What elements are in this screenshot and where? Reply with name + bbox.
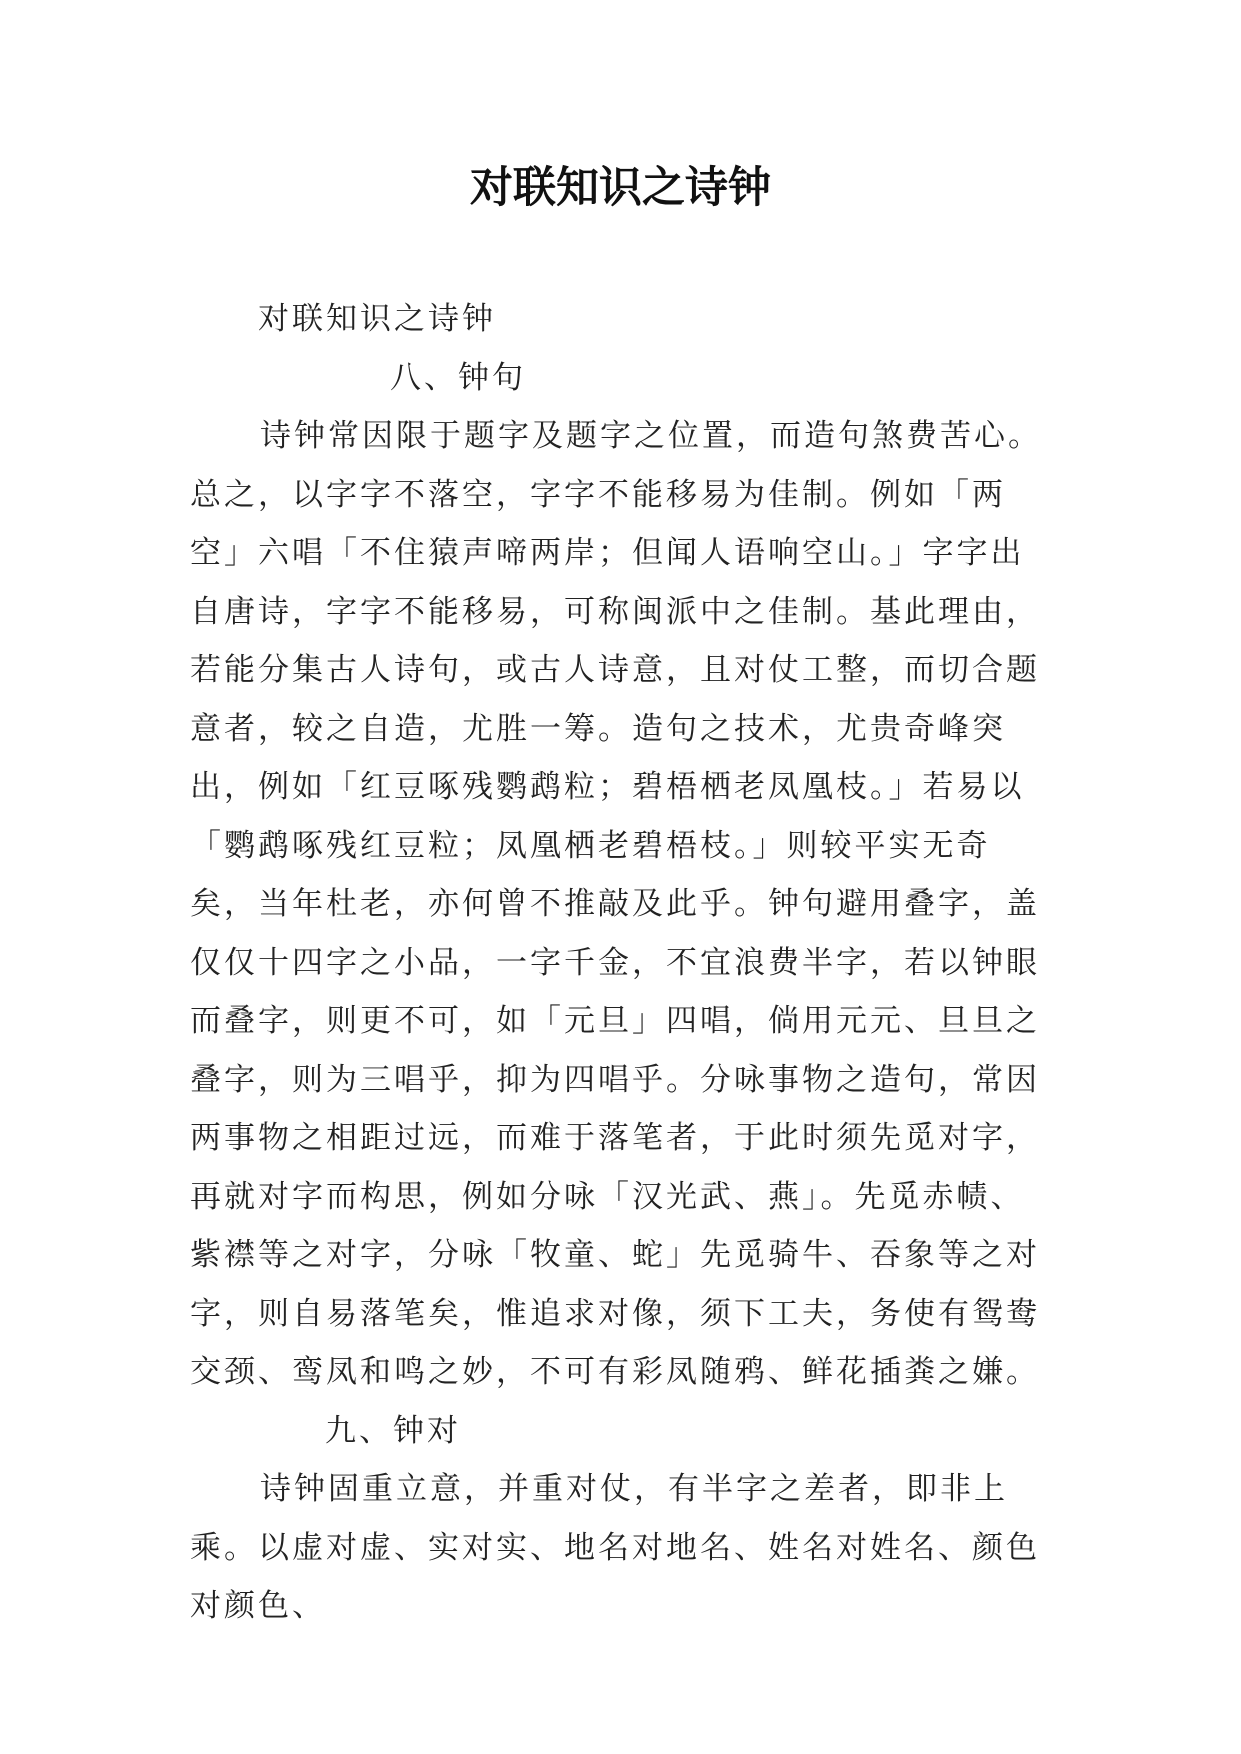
section-9-heading: 九、钟对 bbox=[325, 1412, 461, 1449]
section-8-paragraph: 诗钟常因限于题字及题字之位置，而造句煞费苦心。总之，以字字不落空，字字不能移易为佳制。例如「两空」六唱「不住猿声啼两岸；但闻人语响空山。」字字出自唐诗，字字不能移易，可称闽派中之佳制。基此理由，若能分集古人诗句，或古人诗意，且对仗工整，而切合题意者，较之自造，尤胜一筹。造句之技术，尤贵奇峰突出，例如「红豆啄残鹦鹉粒；碧梧栖老凤凰枝。」若易以「鹦鹉啄残红豆粒；凤凰栖老碧梧枝。」则较平实无奇矣，当年杜老，亦何曾不推敲及此乎。钟句避用叠字，盖仅仅十四字之小品，一字千金，不宜浪费半字，若以钟眼而叠字，则更不可，如「元旦」四唱，倘用元元、旦旦之叠字，则为三唱乎，抑为四唱乎。分咏事物之造句，常因两事物之相距过远，而难于落笔者，于此时须先觅对字，再就对字而构思，例如分咏「汉光武、燕」。先觅赤帻、紫襟等之对字，分咏「牧童、蛇」先觅骑牛、吞象等之对字，则自易落笔矣，惟追求对像，须下工夫，务使有鸳鸯交颈、鸾凤和鸣之妙，不可有彩凤随鸦、鲜花插粪之嫌。 bbox=[190, 418, 1042, 1390]
document-subtitle: 对联知识之诗钟 bbox=[258, 301, 496, 337]
document-body bbox=[190, 290, 1050, 1636]
section-8-heading: 八、钟句 bbox=[390, 359, 526, 396]
document-title: 对联知识之诗钟 bbox=[470, 163, 771, 213]
section-9-paragraph: 诗钟固重立意，并重对仗，有半字之差者，即非上乘。以虚对虚、实对实、地名对地名、姓名对姓名、颜色对颜色、 bbox=[190, 1471, 1040, 1624]
